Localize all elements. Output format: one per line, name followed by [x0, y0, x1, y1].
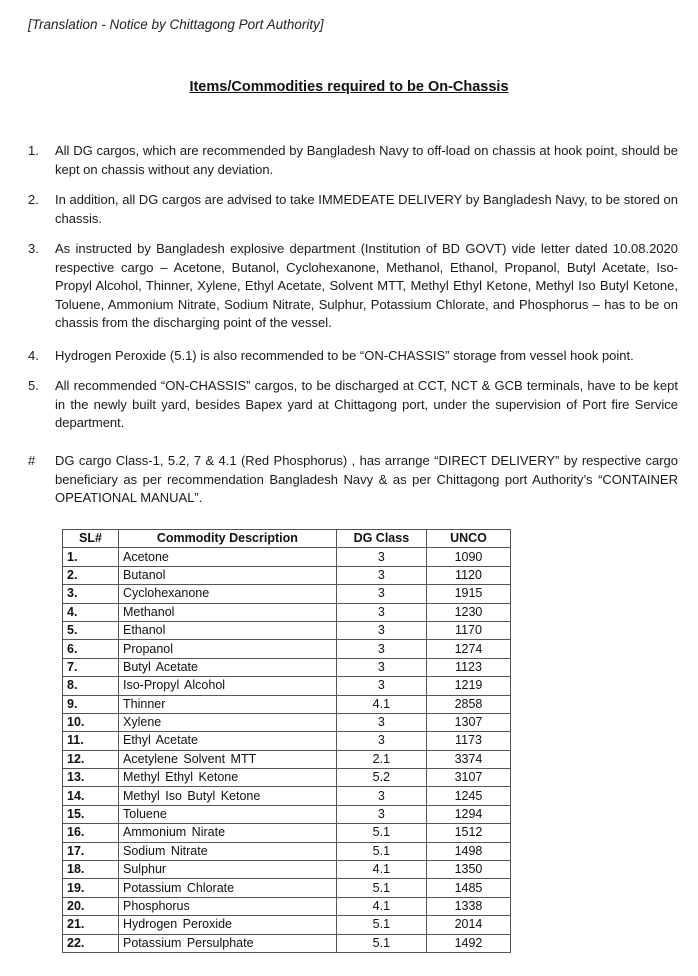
- header-sl: SL#: [63, 530, 119, 548]
- cell-unco: 1090: [426, 548, 510, 566]
- cell-description: Butyl Acetate: [119, 658, 337, 676]
- cell-description: Iso-Propyl Alcohol: [119, 677, 337, 695]
- cell-sl: 22.: [63, 934, 119, 952]
- table-row: [63, 805, 511, 823]
- cell-sl: 21.: [63, 916, 119, 934]
- cell-unco: 1485: [426, 879, 510, 897]
- cell-unco: 3107: [426, 769, 510, 787]
- cell-unco: 1123: [426, 658, 510, 676]
- cell-description: Thinner: [119, 695, 337, 713]
- cell-unco: 1498: [426, 842, 510, 860]
- table-row: [63, 879, 511, 897]
- cell-sl: 7.: [63, 658, 119, 676]
- cell-description: Ethanol: [119, 621, 337, 639]
- header-commodity-description: Commodity Description: [119, 530, 337, 548]
- cell-dg-class: 3: [336, 585, 426, 603]
- table-row: [63, 585, 511, 603]
- cell-sl: 1.: [63, 548, 119, 566]
- cell-unco: 1915: [426, 585, 510, 603]
- cell-sl: 20.: [63, 897, 119, 915]
- cell-unco: 1492: [426, 934, 510, 952]
- cell-dg-class: 3: [336, 713, 426, 731]
- cell-sl: 12.: [63, 750, 119, 768]
- cell-sl: 8.: [63, 677, 119, 695]
- table-row: [63, 640, 511, 658]
- cell-unco: 1173: [426, 732, 510, 750]
- paragraph-number: 2.: [28, 192, 39, 207]
- cell-sl: 10.: [63, 713, 119, 731]
- cell-dg-class: 3: [336, 640, 426, 658]
- table-row: [63, 916, 511, 934]
- table-row: [63, 787, 511, 805]
- cell-dg-class: 2.1: [336, 750, 426, 768]
- table-row: [63, 658, 511, 676]
- cell-unco: 3374: [426, 750, 510, 768]
- paragraph-number: 1.: [28, 143, 39, 158]
- paragraph-1: [28, 142, 678, 179]
- cell-unco: 1230: [426, 603, 510, 621]
- cell-description: Xylene: [119, 713, 337, 731]
- cell-unco: 2014: [426, 916, 510, 934]
- cell-dg-class: 3: [336, 732, 426, 750]
- paragraph-text: Hydrogen Peroxide (5.1) is also recommended to be “ON-CHASSIS” storage from vessel hook point.: [55, 348, 634, 363]
- header-unco: UNCO: [426, 530, 510, 548]
- paragraph-number: #: [28, 453, 36, 468]
- paragraph-text: DG cargo Class-1, 5.2, 7 & 4.1 (Red Phosphorus) , has arrange “DIRECT DELIVERY” by respective cargo beneficiary as per recommendation Bangladesh Navy & as per Chittagong port Authority’s “CONTAINER OPEATIONAL MANUAL”.: [55, 453, 678, 505]
- cell-dg-class: 5.1: [336, 879, 426, 897]
- cell-dg-class: 3: [336, 548, 426, 566]
- cell-dg-class: 5.1: [336, 842, 426, 860]
- cell-description: Acetone: [119, 548, 337, 566]
- cell-unco: 1307: [426, 713, 510, 731]
- cell-dg-class: 4.1: [336, 897, 426, 915]
- cell-unco: 1294: [426, 805, 510, 823]
- cell-sl: 17.: [63, 842, 119, 860]
- paragraph-note: [28, 452, 678, 508]
- cell-description: Ethyl Acetate: [119, 732, 337, 750]
- cell-unco: 1274: [426, 640, 510, 658]
- cell-unco: 1338: [426, 897, 510, 915]
- table-header-row: [63, 530, 511, 548]
- cell-sl: 18.: [63, 861, 119, 879]
- cell-sl: 2.: [63, 566, 119, 584]
- table-row: [63, 732, 511, 750]
- paragraph-number: 4.: [28, 348, 39, 363]
- cell-sl: 4.: [63, 603, 119, 621]
- cell-description: Methyl Ethyl Ketone: [119, 769, 337, 787]
- cell-sl: 16.: [63, 824, 119, 842]
- cell-dg-class: 5.2: [336, 769, 426, 787]
- cell-dg-class: 5.1: [336, 916, 426, 934]
- paragraph-5: [28, 377, 678, 433]
- table-row: [63, 861, 511, 879]
- table-row: [63, 713, 511, 731]
- cell-description: Methanol: [119, 603, 337, 621]
- cell-unco: 1350: [426, 861, 510, 879]
- cell-description: Sodium Nitrate: [119, 842, 337, 860]
- cell-dg-class: 5.1: [336, 934, 426, 952]
- commodity-table: [62, 529, 511, 953]
- paragraph-text: All recommended “ON-CHASSIS” cargos, to be discharged at CCT, NCT & GCB terminals, have to be kept in the newly built yard, besides Bapex yard at Chittagong port, under the supervision of Port fire Service department.: [55, 378, 678, 430]
- paragraph-4: [28, 347, 678, 366]
- table-row: [63, 566, 511, 584]
- cell-description: Methyl Iso Butyl Ketone: [119, 787, 337, 805]
- cell-dg-class: 3: [336, 658, 426, 676]
- cell-description: Cyclohexanone: [119, 585, 337, 603]
- header-dg-class: DG Class: [336, 530, 426, 548]
- cell-sl: 3.: [63, 585, 119, 603]
- paragraph-2: [28, 191, 678, 228]
- cell-dg-class: 4.1: [336, 695, 426, 713]
- table-row: [63, 695, 511, 713]
- cell-unco: 1512: [426, 824, 510, 842]
- cell-sl: 9.: [63, 695, 119, 713]
- cell-dg-class: 3: [336, 621, 426, 639]
- paragraph-number: 5.: [28, 378, 39, 393]
- cell-sl: 14.: [63, 787, 119, 805]
- cell-description: Phosphorus: [119, 897, 337, 915]
- table-row: [63, 603, 511, 621]
- paragraph-3: [28, 240, 678, 333]
- cell-dg-class: 3: [336, 603, 426, 621]
- cell-description: Ammonium Nirate: [119, 824, 337, 842]
- cell-description: Hydrogen Peroxide: [119, 916, 337, 934]
- table-row: [63, 897, 511, 915]
- cell-description: Potassium Persulphate: [119, 934, 337, 952]
- cell-description: Acetylene Solvent MTT: [119, 750, 337, 768]
- paragraph-text: In addition, all DG cargos are advised to take IMMEDEATE DELIVERY by Bangladesh Navy, to be stored on chassis.: [55, 192, 678, 226]
- cell-dg-class: 3: [336, 787, 426, 805]
- document-title: Items/Commodities required to be On-Chassis: [189, 79, 509, 95]
- cell-dg-class: 5.1: [336, 824, 426, 842]
- cell-dg-class: 3: [336, 566, 426, 584]
- cell-sl: 15.: [63, 805, 119, 823]
- cell-unco: 1219: [426, 677, 510, 695]
- cell-description: Butanol: [119, 566, 337, 584]
- table-row: [63, 677, 511, 695]
- table-row: [63, 750, 511, 768]
- cell-description: Potassium Chlorate: [119, 879, 337, 897]
- cell-dg-class: 3: [336, 805, 426, 823]
- cell-description: Toluene: [119, 805, 337, 823]
- cell-description: Sulphur: [119, 861, 337, 879]
- cell-dg-class: 3: [336, 677, 426, 695]
- cell-sl: 11.: [63, 732, 119, 750]
- paragraph-number: 3.: [28, 241, 39, 256]
- cell-description: Propanol: [119, 640, 337, 658]
- table-row: [63, 548, 511, 566]
- paragraph-text: As instructed by Bangladesh explosive department (Institution of BD GOVT) vide letter dated 10.08.2020 respective cargo – Acetone, Butanol, Cyclohexanone, Methanol, Ethanol, Propanol, Butyl Acetate, Iso-Propyl Alcohol, Thinner, Xylene, Ethyl Acetate, Solvent MTT, Methyl Ethyl Ketone, Methyl Iso Butyl Ketone, Toluene, Ammonium Nitrate, Sodium Nitrate, Sulphur, Potassium Chlorate, and Phosphorus – has to be on chassis from the discharging point of the vessel.: [55, 241, 678, 330]
- table-row: [63, 824, 511, 842]
- cell-unco: 1245: [426, 787, 510, 805]
- paragraph-text: All DG cargos, which are recommended by Bangladesh Navy to off-load on chassis at hook point, should be kept on chassis without any deviation.: [55, 143, 678, 177]
- cell-unco: 1120: [426, 566, 510, 584]
- translation-header-note: [Translation - Notice by Chittagong Port Authority]: [28, 17, 324, 32]
- cell-sl: 6.: [63, 640, 119, 658]
- cell-unco: 1170: [426, 621, 510, 639]
- cell-dg-class: 4.1: [336, 861, 426, 879]
- table-row: [63, 769, 511, 787]
- table-row: [63, 934, 511, 952]
- cell-sl: 5.: [63, 621, 119, 639]
- cell-sl: 13.: [63, 769, 119, 787]
- table-row: [63, 842, 511, 860]
- table-row: [63, 621, 511, 639]
- cell-sl: 19.: [63, 879, 119, 897]
- cell-unco: 2858: [426, 695, 510, 713]
